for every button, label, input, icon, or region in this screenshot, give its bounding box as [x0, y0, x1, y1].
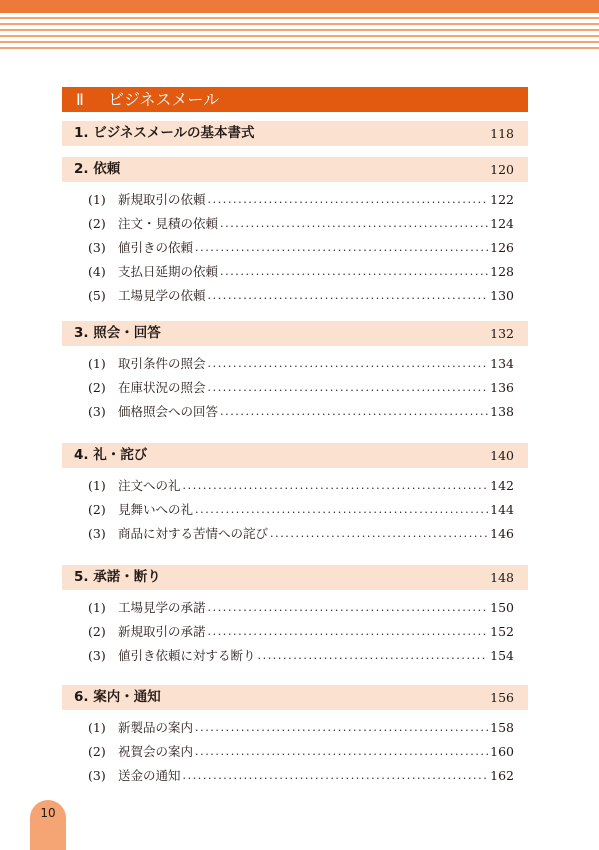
item-number: (2) — [88, 380, 106, 395]
section-page-number: 132 — [490, 326, 514, 341]
toc-section — [62, 157, 528, 308]
toc-section — [62, 321, 528, 424]
item-number: (2) — [88, 624, 106, 639]
section-page-number: 120 — [490, 162, 514, 177]
toc-item[interactable] — [62, 620, 528, 644]
item-title: 工場見学の承諾 — [118, 600, 206, 615]
leader-dots — [195, 716, 488, 740]
header-stripe — [0, 47, 599, 49]
item-number: (2) — [88, 744, 106, 759]
section-heading[interactable] — [62, 565, 528, 590]
header-solid-band — [0, 0, 599, 13]
item-title: 新規取引の承諾 — [118, 624, 206, 639]
section-heading[interactable] — [62, 157, 528, 182]
section-heading[interactable] — [62, 121, 528, 146]
toc-item[interactable] — [62, 212, 528, 236]
header-stripe — [0, 41, 599, 43]
item-title: 値引きの依頼 — [118, 240, 194, 255]
item-number: (1) — [88, 356, 106, 371]
leader-dots — [183, 474, 489, 498]
item-number: (3) — [88, 404, 106, 419]
toc-item[interactable] — [62, 764, 528, 788]
item-title: 送金の通知 — [118, 768, 181, 783]
section-items — [62, 596, 528, 668]
item-number: (5) — [88, 288, 106, 303]
item-page-number: 150 — [490, 600, 514, 615]
page-number: 10 — [40, 806, 56, 820]
item-number: (4) — [88, 264, 106, 279]
leader-dots — [195, 236, 488, 260]
item-number: (1) — [88, 720, 106, 735]
item-page-number: 158 — [490, 720, 514, 735]
section-title: 1. ビジネスメールの基本書式 — [74, 125, 255, 141]
item-page-number: 136 — [490, 380, 514, 395]
section-heading[interactable] — [62, 443, 528, 468]
part-number: Ⅱ — [76, 90, 84, 109]
toc-item[interactable] — [62, 596, 528, 620]
header-stripe — [0, 17, 599, 19]
toc-item[interactable] — [62, 260, 528, 284]
leader-dots — [208, 376, 489, 400]
item-title: 新規取引の依頼 — [118, 192, 206, 207]
item-page-number: 138 — [490, 404, 514, 419]
item-number: (1) — [88, 478, 106, 493]
item-page-number: 162 — [490, 768, 514, 783]
item-page-number: 126 — [490, 240, 514, 255]
section-title: 4. 礼・詫び — [74, 447, 148, 463]
toc-section — [62, 121, 528, 146]
item-title: 見舞いへの礼 — [118, 502, 194, 517]
leader-dots — [258, 644, 489, 668]
header-stripe — [0, 29, 599, 31]
item-title: 祝賀会の案内 — [118, 744, 194, 759]
section-page-number: 156 — [490, 690, 514, 705]
item-title: 注文への礼 — [118, 478, 181, 493]
section-title: 2. 依頼 — [74, 161, 121, 177]
toc-item[interactable] — [62, 644, 528, 668]
toc-item[interactable] — [62, 236, 528, 260]
item-page-number: 134 — [490, 356, 514, 371]
toc-section — [62, 685, 528, 788]
leader-dots — [183, 764, 489, 788]
leader-dots — [208, 284, 489, 308]
toc-item[interactable] — [62, 400, 528, 424]
header-decoration — [0, 0, 599, 55]
item-page-number: 146 — [490, 526, 514, 541]
item-title: 取引条件の照会 — [118, 356, 206, 371]
item-title: 在庫状況の照会 — [118, 380, 206, 395]
item-number: (3) — [88, 526, 106, 541]
section-items — [62, 716, 528, 788]
item-page-number: 160 — [490, 744, 514, 759]
section-page-number: 148 — [490, 570, 514, 585]
toc-item[interactable] — [62, 188, 528, 212]
item-title: 工場見学の依頼 — [118, 288, 206, 303]
item-page-number: 154 — [490, 648, 514, 663]
item-title: 新製品の案内 — [118, 720, 194, 735]
toc-item[interactable] — [62, 498, 528, 522]
item-number: (2) — [88, 502, 106, 517]
leader-dots — [208, 596, 489, 620]
toc-item[interactable] — [62, 284, 528, 308]
leader-dots — [208, 352, 489, 376]
item-page-number: 122 — [490, 192, 514, 207]
item-number: (3) — [88, 768, 106, 783]
item-number: (2) — [88, 216, 106, 231]
toc-item[interactable] — [62, 352, 528, 376]
part-title — [62, 87, 528, 112]
item-number: (3) — [88, 240, 106, 255]
item-page-number: 130 — [490, 288, 514, 303]
section-items — [62, 188, 528, 308]
toc-section — [62, 443, 528, 546]
leader-dots — [208, 188, 489, 212]
section-heading[interactable] — [62, 321, 528, 346]
item-number: (1) — [88, 192, 106, 207]
item-page-number: 124 — [490, 216, 514, 231]
section-title: 6. 案内・通知 — [74, 689, 161, 705]
item-title: 値引き依頼に対する断り — [118, 648, 256, 663]
leader-dots — [195, 740, 488, 764]
header-stripe — [0, 23, 599, 25]
section-heading[interactable] — [62, 685, 528, 710]
item-page-number: 152 — [490, 624, 514, 639]
leader-dots — [220, 260, 488, 284]
item-title: 支払日延期の依頼 — [118, 264, 219, 279]
toc-item[interactable] — [62, 474, 528, 498]
section-title: 5. 承諾・断り — [74, 569, 161, 585]
leader-dots — [270, 522, 488, 546]
leader-dots — [208, 620, 489, 644]
section-page-number: 118 — [490, 126, 514, 141]
item-page-number: 128 — [490, 264, 514, 279]
toc-item[interactable] — [62, 376, 528, 400]
section-title: 3. 照会・回答 — [74, 325, 161, 341]
leader-dots — [220, 400, 488, 424]
item-number: (3) — [88, 648, 106, 663]
item-title: 注文・見積の依頼 — [118, 216, 219, 231]
toc-section — [62, 565, 528, 668]
item-page-number: 142 — [490, 478, 514, 493]
item-title: 価格照会への回答 — [118, 404, 219, 419]
section-items — [62, 352, 528, 424]
item-page-number: 144 — [490, 502, 514, 517]
item-title: 商品に対する苦情への詫び — [118, 526, 269, 541]
section-items — [62, 474, 528, 546]
toc-item[interactable] — [62, 716, 528, 740]
toc-item[interactable] — [62, 740, 528, 764]
section-page-number: 140 — [490, 448, 514, 463]
leader-dots — [195, 498, 488, 522]
item-number: (1) — [88, 600, 106, 615]
header-stripe — [0, 35, 599, 37]
toc-item[interactable] — [62, 522, 528, 546]
leader-dots — [220, 212, 488, 236]
part-title-text: ビジネスメール — [108, 90, 220, 109]
